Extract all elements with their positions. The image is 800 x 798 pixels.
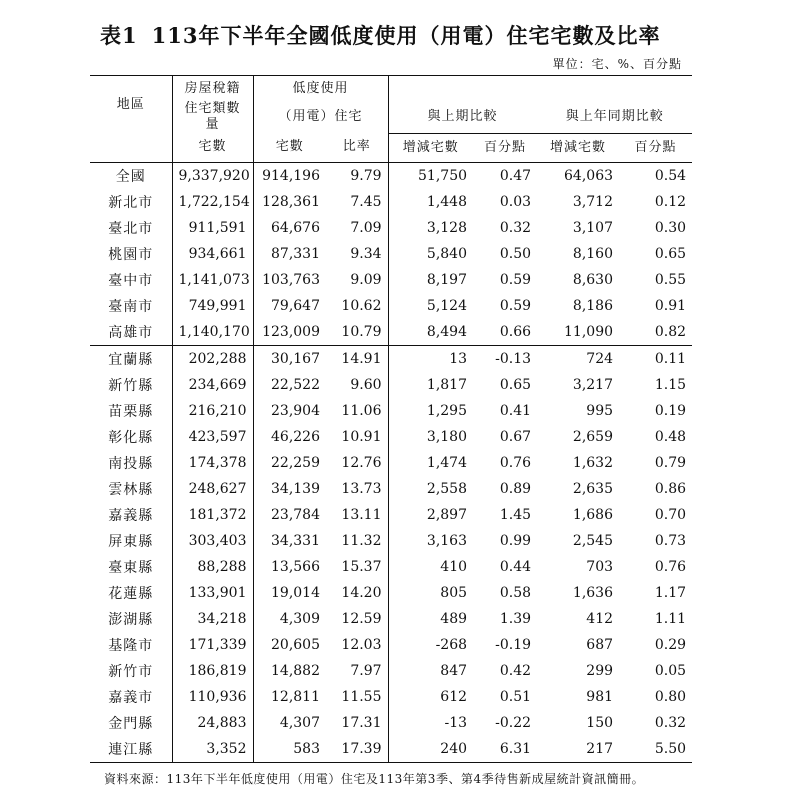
cell-region: 臺北市 [90,215,172,241]
cell-prev-year-change: 150 [586,714,614,731]
table-row [90,502,692,528]
cell-prev-year-points: 0.82 [654,323,687,340]
cell-low-use-count: 14,882 [271,662,320,679]
cell-prev-year-points: 0.30 [654,219,687,236]
cell-low-use-ratio: 12.76 [326,450,388,476]
cell-prev-year-change: 1,686 [572,506,614,523]
cell-prev-year-points: 0.55 [654,271,687,288]
cell-prev-period-points: 0.42 [499,662,532,679]
header-spacer [388,76,692,102]
cell-low-use-count: 23,784 [271,506,320,523]
cell-low-use-ratio: 11.06 [326,398,388,424]
cell-prev-year-points: 0.05 [654,662,687,679]
cell-prev-year-change: 8,160 [572,245,614,262]
cell-prev-year-points: 0.76 [654,558,687,575]
cell-prev-period-change: 847 [440,662,468,679]
cell-low-use-ratio: 14.20 [326,580,388,606]
cell-prev-year-points: 0.19 [654,402,687,419]
cell-stock-count: 181,372 [172,502,253,528]
cell-prev-year-change: 3,217 [572,376,614,393]
cell-low-use-count: 19,014 [271,584,320,601]
cell-region: 金門縣 [90,710,172,736]
cell-prev-period-change: 2,558 [426,480,468,497]
cell-prev-year-points: 0.12 [654,193,687,210]
cell-low-use-ratio: 9.79 [326,162,388,189]
cell-region: 新竹市 [90,658,172,684]
cell-prev-period-change: 5,840 [426,245,468,262]
cell-prev-year-points: 0.65 [654,245,687,262]
cell-prev-year-points: 0.29 [654,636,687,653]
cell-region: 彰化縣 [90,424,172,450]
cell-low-use-ratio: 13.73 [326,476,388,502]
cell-stock-count: 248,627 [172,476,253,502]
cell-prev-period-change: 1,474 [426,454,468,471]
cell-prev-year-points: 0.70 [654,506,687,523]
cell-stock-count: 1,140,170 [172,319,253,346]
subheader-prev-period-points: 百分點 [473,133,537,162]
cell-low-use-count: 34,139 [271,480,320,497]
cell-low-use-ratio: 12.59 [326,606,388,632]
cell-low-use-ratio: 9.60 [326,372,388,398]
cell-prev-period-change: 3,163 [426,532,468,549]
cell-prev-year-points: 0.73 [654,532,687,549]
subheader-low-use-ratio: 比率 [326,133,388,162]
cell-low-use-ratio: 10.91 [326,424,388,450]
cell-prev-period-points: 0.65 [499,376,532,393]
cell-prev-period-points: 1.39 [499,610,532,627]
cell-prev-year-points: 0.79 [654,454,687,471]
cell-prev-year-points: 0.91 [654,297,687,314]
cell-prev-period-points: 0.50 [499,245,532,262]
cell-stock-count: 24,883 [172,710,253,736]
cell-region: 連江縣 [90,736,172,763]
cell-prev-year-points: 5.50 [619,736,692,763]
table-row [90,554,692,580]
table-row [90,606,692,632]
cell-low-use-ratio: 10.79 [326,319,388,346]
cell-low-use-count: 128,361 [262,193,320,210]
cell-prev-year-points: 1.17 [654,584,687,601]
cell-low-use-count: 103,763 [262,271,320,288]
cell-low-use-ratio: 11.32 [326,528,388,554]
cell-prev-period-points: -0.19 [495,636,532,653]
cell-prev-period-change: -13 [444,714,468,731]
unit-note: 單位：宅、%、百分點 [552,57,682,71]
cell-prev-period-change: 1,448 [426,193,468,210]
cell-stock-count: 34,218 [172,606,253,632]
cell-prev-year-change: 8,630 [572,271,614,288]
cell-low-use-ratio: 9.34 [326,241,388,267]
cell-prev-year-change: 64,063 [564,167,614,184]
table-row [90,710,692,736]
cell-low-use-count: 87,331 [271,245,320,262]
cell-prev-year-change: 724 [537,345,619,372]
cell-low-use-count: 30,167 [253,345,326,372]
cell-low-use-count: 23,904 [271,402,320,419]
cell-low-use-count: 34,331 [271,532,320,549]
cell-region: 苗栗縣 [90,398,172,424]
cell-stock-count: 1,141,073 [172,267,253,293]
cell-prev-year-change: 3,712 [572,193,614,210]
table-row [90,736,692,763]
cell-prev-period-points: 0.58 [499,584,532,601]
cell-region: 新北市 [90,189,172,215]
cell-prev-period-points: 0.32 [499,219,532,236]
cell-prev-period-change: 13 [388,345,473,372]
cell-low-use-count: 46,226 [271,428,320,445]
cell-stock-count: 88,288 [172,554,253,580]
cell-prev-period-points: 6.31 [473,736,537,763]
cell-prev-year-points: 0.11 [619,345,692,372]
cell-prev-period-change: 51,750 [418,167,468,184]
subheader-low-use-count: 宅數 [253,133,326,162]
cell-region: 桃園市 [90,241,172,267]
cell-region: 宜蘭縣 [90,345,172,372]
cell-low-use-count: 22,522 [271,376,320,393]
table-row [90,476,692,502]
table-title-text: 113年下半年全國低度使用（用電）住宅宅數及比率 [151,23,661,48]
cell-prev-period-points: 0.51 [499,688,532,705]
cell-prev-year-change: 8,186 [572,297,614,314]
cell-low-use-ratio: 10.62 [326,293,388,319]
cell-low-use-count: 123,009 [262,323,320,340]
cell-prev-year-points: 0.86 [654,480,687,497]
cell-prev-period-change: 612 [440,688,468,705]
cell-stock-count: 186,819 [172,658,253,684]
cell-prev-year-points: 1.15 [654,376,687,393]
table-row [90,580,692,606]
subheader-prev-year-points: 百分點 [619,133,692,162]
table-row [90,528,692,554]
cell-prev-period-change: 1,295 [426,402,468,419]
cell-prev-year-change: 703 [586,558,614,575]
cell-prev-year-points: 1.11 [654,610,687,627]
cell-stock-count: 216,210 [172,398,253,424]
header-prev-year: 與上年同期比較 [537,101,692,133]
cell-low-use-count: 20,605 [271,636,320,653]
cell-prev-year-change: 11,090 [564,323,614,340]
cell-region: 屏東縣 [90,528,172,554]
cell-region: 臺東縣 [90,554,172,580]
header-low-use-line1: 低度使用 [253,76,388,102]
cell-stock-count: 423,597 [172,424,253,450]
cell-stock-count: 9,337,920 [172,162,253,189]
table-row [90,424,692,450]
cell-low-use-ratio: 11.55 [326,684,388,710]
subheader-prev-period-change: 增減宅數 [388,133,473,162]
table-row [90,319,692,346]
subheader-stock-count: 宅數 [172,133,253,162]
cell-prev-period-points: 0.89 [499,480,532,497]
cell-low-use-count: 4,309 [279,610,320,627]
cell-prev-period-points: 0.67 [499,428,532,445]
cell-low-use-count: 4,307 [279,714,320,731]
cell-prev-year-points: 0.54 [654,167,687,184]
cell-prev-period-change: 8,197 [426,271,468,288]
cell-low-use-ratio: 13.11 [326,502,388,528]
header-low-use-line2: （用電）住宅 [253,101,388,133]
cell-prev-year-change: 2,659 [572,428,614,445]
cell-region: 南投縣 [90,450,172,476]
table-row [90,450,692,476]
cell-stock-count: 1,722,154 [172,189,253,215]
cell-prev-period-points: -0.13 [473,345,537,372]
cell-low-use-ratio: 17.31 [326,710,388,736]
cell-prev-period-change: 240 [388,736,473,763]
table-title [100,20,720,50]
header-region: 地區 [90,76,172,134]
cell-prev-period-points: 0.03 [499,193,532,210]
cell-region: 臺中市 [90,267,172,293]
cell-prev-year-change: 687 [586,636,614,653]
cell-low-use-count: 22,259 [271,454,320,471]
cell-prev-period-change: 2,897 [426,506,468,523]
cell-prev-year-change: 299 [586,662,614,679]
cell-low-use-count: 914,196 [262,167,320,184]
cell-stock-count: 3,352 [172,736,253,763]
cell-low-use-ratio: 14.91 [326,345,388,372]
table-row [90,189,692,215]
source-note: 資料來源：113年下半年低度使用（用電）住宅及113年第3季、第4季待售新成屋統計資訊簡冊。 [104,772,645,786]
cell-prev-period-points: 0.47 [499,167,532,184]
cell-prev-year-change: 2,545 [572,532,614,549]
data-table [90,75,692,763]
table-row [90,241,692,267]
cell-stock-count: 110,936 [172,684,253,710]
cell-stock-count: 303,403 [172,528,253,554]
cell-region: 澎湖縣 [90,606,172,632]
cell-low-use-ratio: 7.09 [326,215,388,241]
cell-prev-period-change: 3,128 [426,219,468,236]
cell-low-use-ratio: 17.39 [326,736,388,763]
table-row [90,215,692,241]
cell-low-use-count: 64,676 [271,219,320,236]
table-row [90,684,692,710]
cell-prev-year-points: 0.48 [654,428,687,445]
cell-prev-period-points: 0.41 [499,402,532,419]
cell-prev-year-points: 0.32 [654,714,687,731]
table-body [90,162,692,762]
cell-prev-period-change: 1,817 [426,376,468,393]
header-stock-line1: 房屋稅籍 [172,76,253,102]
cell-prev-year-points: 0.80 [654,688,687,705]
cell-stock-count: 174,378 [172,450,253,476]
header-prev-period: 與上期比較 [388,101,537,133]
cell-prev-year-change: 412 [586,610,614,627]
cell-stock-count: 133,901 [172,580,253,606]
cell-prev-year-change: 995 [586,402,614,419]
cell-prev-period-points: 1.45 [499,506,532,523]
table-row [90,372,692,398]
cell-low-use-ratio: 7.97 [326,658,388,684]
table-row [90,658,692,684]
cell-region: 新竹縣 [90,372,172,398]
cell-low-use-ratio: 7.45 [326,189,388,215]
cell-prev-period-points: 0.66 [499,323,532,340]
subheader-prev-year-change: 增減宅數 [537,133,619,162]
cell-region: 嘉義縣 [90,502,172,528]
cell-low-use-count: 583 [253,736,326,763]
table-row [90,162,692,189]
cell-prev-period-change: 489 [440,610,468,627]
cell-prev-year-change: 981 [586,688,614,705]
cell-prev-period-change: 5,124 [426,297,468,314]
table-row [90,293,692,319]
cell-prev-period-points: 0.99 [499,532,532,549]
cell-region: 花蓮縣 [90,580,172,606]
table-row [90,398,692,424]
cell-low-use-count: 13,566 [271,558,320,575]
table-row [90,267,692,293]
cell-low-use-ratio: 9.09 [326,267,388,293]
cell-prev-period-change: -268 [435,636,468,653]
cell-prev-period-change: 3,180 [426,428,468,445]
cell-stock-count: 171,339 [172,632,253,658]
cell-stock-count: 202,288 [172,345,253,372]
cell-low-use-ratio: 15.37 [326,554,388,580]
cell-prev-period-points: 0.76 [499,454,532,471]
table-row [90,345,692,372]
cell-region: 基隆市 [90,632,172,658]
cell-low-use-count: 79,647 [271,297,320,314]
cell-prev-year-change: 217 [537,736,619,763]
cell-stock-count: 911,591 [172,215,253,241]
cell-prev-period-change: 8,494 [426,323,468,340]
cell-stock-count: 749,991 [172,293,253,319]
cell-low-use-count: 12,811 [271,688,320,705]
cell-prev-year-change: 1,632 [572,454,614,471]
cell-prev-year-change: 1,636 [572,584,614,601]
table-number: 表1 [100,23,138,48]
cell-low-use-ratio: 12.03 [326,632,388,658]
cell-stock-count: 934,661 [172,241,253,267]
cell-region: 高雄市 [90,319,172,346]
subheader-empty [90,133,172,162]
cell-region: 全國 [90,162,172,189]
cell-region: 雲林縣 [90,476,172,502]
cell-prev-period-points: 0.44 [499,558,532,575]
cell-prev-year-change: 3,107 [572,219,614,236]
cell-stock-count: 234,669 [172,372,253,398]
table-row [90,632,692,658]
cell-region: 臺南市 [90,293,172,319]
header-stock-line2: 住宅類數量 [172,101,253,133]
cell-prev-period-change: 410 [440,558,468,575]
cell-prev-period-points: -0.22 [495,714,532,731]
cell-prev-period-points: 0.59 [499,271,532,288]
cell-prev-period-points: 0.59 [499,297,532,314]
cell-region: 嘉義市 [90,684,172,710]
cell-prev-period-change: 805 [440,584,468,601]
cell-prev-year-change: 2,635 [572,480,614,497]
